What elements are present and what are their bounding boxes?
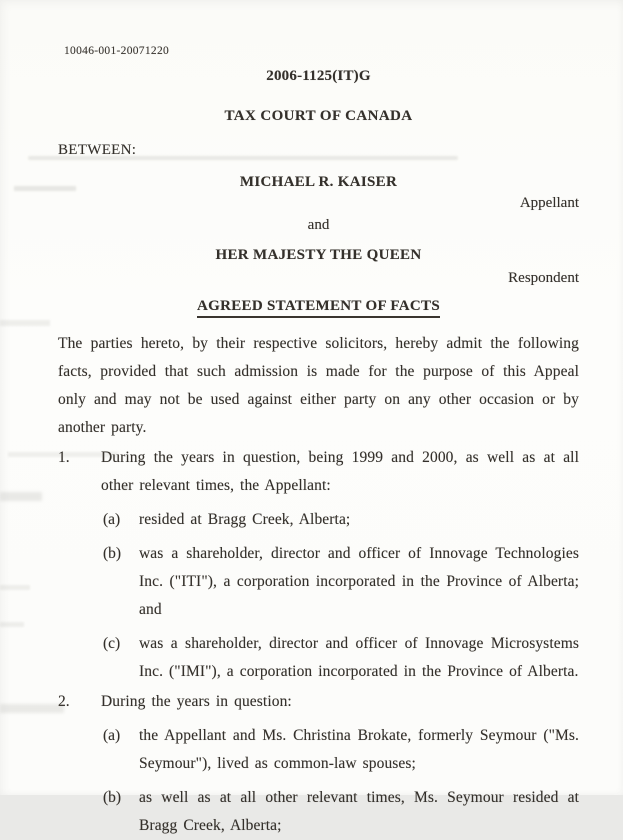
document-title: AGREED STATEMENT OF FACTS bbox=[197, 297, 440, 318]
filing-stamp: 10046-001-20071220 bbox=[64, 45, 170, 57]
subitem-1a bbox=[58, 506, 579, 534]
numbered-item-2 bbox=[58, 688, 579, 716]
subitem-label: (c) bbox=[103, 635, 121, 652]
item-number: 1. bbox=[58, 449, 70, 466]
subitem-1b bbox=[58, 540, 579, 624]
item-number: 2. bbox=[58, 693, 70, 710]
item-text: During the years in question, being 1999 and 2000, as well as at all other relevant times, the Appellant: bbox=[101, 449, 579, 494]
subitem-label: (a) bbox=[103, 727, 121, 744]
court-file-number: 2006-1125(IT)G bbox=[266, 68, 371, 84]
subitem-label: (b) bbox=[103, 545, 122, 562]
respondent-role-label: Respondent bbox=[508, 270, 579, 286]
document-title-row bbox=[58, 297, 579, 318]
appellant-role-label: Appellant bbox=[519, 195, 579, 211]
subitem-label: (a) bbox=[103, 511, 121, 528]
numbered-item-1 bbox=[58, 444, 579, 500]
subitem-2b bbox=[58, 784, 579, 840]
conjunction-label: and bbox=[307, 217, 330, 233]
subitem-1c bbox=[58, 630, 579, 686]
subitem-text: resided at Bragg Creek, Alberta; bbox=[139, 511, 351, 528]
intro-paragraph: The parties hereto, by their respective solicitors, hereby admit the following facts, provided that such admission is made for the purpose of this Appeal only and may not be used against either party on any other occasion or by another party. bbox=[58, 335, 579, 436]
subitem-2a bbox=[58, 722, 579, 778]
appellant-name: MICHAEL R. KAISER bbox=[239, 174, 398, 190]
between-label: BETWEEN: bbox=[58, 142, 137, 158]
subitem-text: was a shareholder, director and officer of Innovage Microsystems Inc. ("IMI"), a corporation incorporated in the Province of Alberta. bbox=[139, 635, 579, 680]
court-name: TAX COURT OF CANADA bbox=[224, 108, 413, 124]
subitem-text: was a shareholder, director and officer of Innovage Technologies Inc. ("ITI"), a corporation incorporated in the Province of Alberta; and bbox=[139, 545, 579, 618]
subitem-label: (b) bbox=[103, 789, 122, 806]
item-text: During the years in question: bbox=[101, 693, 292, 710]
subitem-text: the Appellant and Ms. Christina Brokate, formerly Seymour ("Ms. Seymour"), lived as common-law spouses; bbox=[139, 727, 579, 772]
respondent-name: HER MAJESTY THE QUEEN bbox=[215, 247, 422, 263]
subitem-text: as well as at all other relevant times, Ms. Seymour resided at Bragg Creek, Alberta; bbox=[139, 789, 579, 834]
